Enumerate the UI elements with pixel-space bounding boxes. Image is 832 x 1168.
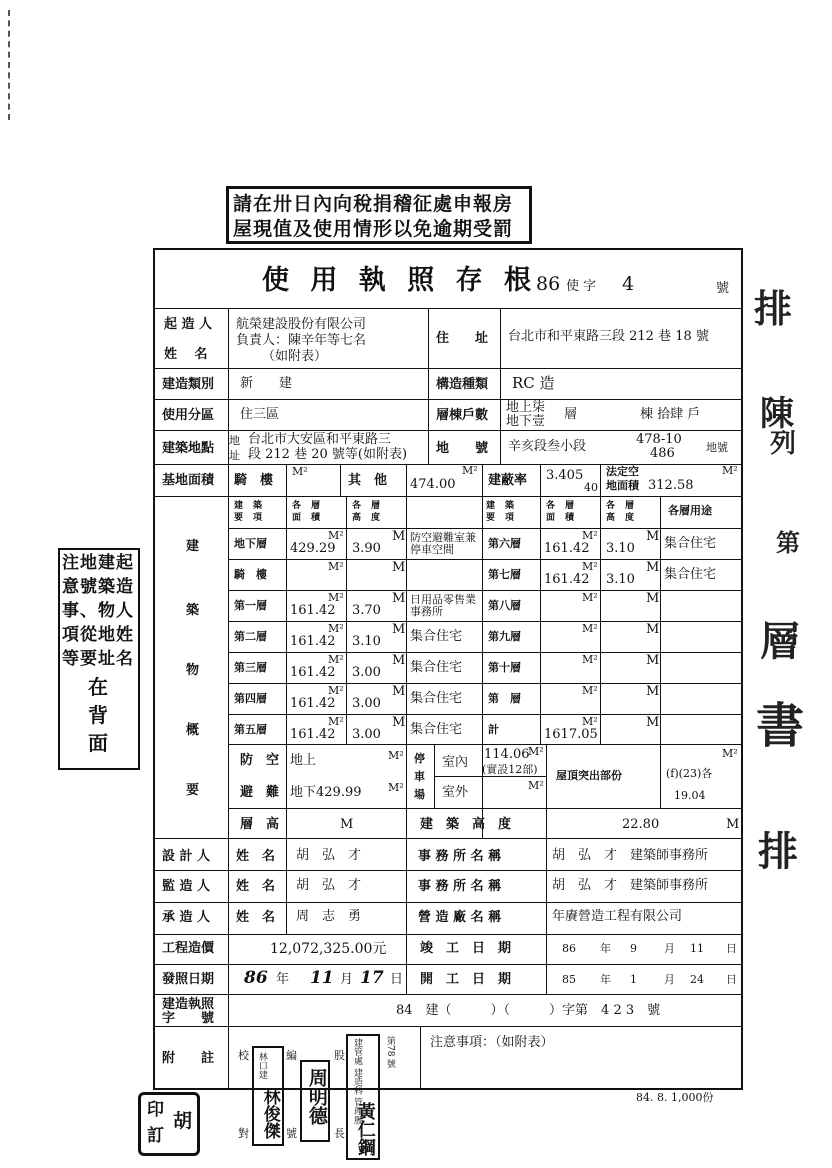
right-floor-height: 3.10 [606,541,635,556]
applicant-note: （如附表） [262,349,328,364]
contractor-firm-label: 營 造 廠 名 稱 [418,910,502,925]
done-day-char: 日 [726,942,737,955]
ratio-label: 建蔽率 [488,473,528,488]
notice-line-1: 請在卅日內向稅捐稽征處申報房 [233,193,514,215]
right-margin-char: 排 [758,828,798,875]
designer-office: 胡 弘 才 建築師事務所 [552,848,709,863]
title-suffix: 號 [716,281,730,296]
left-height-unit: M [392,622,406,637]
lot-section: 辛亥段叁小段 [508,439,587,454]
bldg-height-value: 22.80 [622,817,660,832]
parking-indoor-label: 室內 [442,755,469,770]
overview-label-char: 建 [186,539,200,554]
header-item-right: 建築要項 [486,501,525,523]
left-floor-use: 集合住宅 [410,691,463,706]
left-floor-height: 3.00 [352,696,381,711]
shelter-below-unit: M² [388,781,404,794]
side-note-line: 事、物人 [62,601,134,621]
title-year: 86 [536,273,561,295]
site-address-line-2: 段 212 巷 20 號等(如附表) [248,447,408,462]
done-year: 86 [562,942,576,955]
build-type-value: 新 建 [240,376,293,391]
right-area-unit: M² [582,622,598,635]
applicant-representative: 負責人：陳辛年等七名 [236,333,367,348]
parking-note: (實設12部) [482,763,538,776]
right-margin-char: 列 [770,429,797,459]
ratio-tail: 40 [584,481,598,494]
left-area-unit: M² [328,715,344,728]
right-margin-char: 層 [760,618,800,665]
contractor-name-label: 姓 名 [236,910,276,925]
side-note-line: 在 [88,675,108,699]
left-floor-use: 防空避難室兼停車空間 [410,531,476,556]
left-floor-area: 161.42 [290,634,336,649]
arcade-label: 騎 樓 [234,473,274,488]
floors-tail: 棟 拾肆 戶 [640,407,701,422]
right-floor-label: 第十層 [488,661,521,674]
header-height-right: 各層高度 [606,501,645,523]
parking-label: 停車場 [414,752,425,801]
done-year-char: 年 [600,942,611,955]
right-area-unit: M² [582,591,598,604]
roof-unit: M² [722,747,738,760]
site-label: 建築地點 [162,441,215,456]
remarks-note: 注意事項：（如附表） [430,1035,554,1050]
supervisor-name-label: 姓 名 [236,879,276,894]
left-floor-height: 3.00 [352,727,381,742]
left-height-unit: M [392,591,406,606]
row-divider [482,559,743,560]
start-month: 1 [630,973,637,986]
floors-above: 地上柒 [506,400,546,415]
start-day-char: 日 [726,973,737,986]
side-note-line: 項從地姓 [62,625,134,645]
other-value: 474.00 [410,477,456,492]
left-floor-area: 161.42 [290,603,336,618]
ratio-value: 3.405 [546,468,584,483]
side-note-line: 等要址名 [62,649,134,669]
layer-height-unit: M [340,817,354,832]
check-col-label: 校 [238,1049,249,1062]
parking-indoor-unit: M² [528,745,544,758]
right-area-unit: M² [582,684,598,697]
left-floor-label: 第五層 [234,723,267,736]
right-floor-area: 161.42 [544,541,590,556]
designer-office-label: 事 務 所 名 稱 [418,849,502,864]
shelter-above: 地上 [290,753,317,768]
right-floor-label: 第七層 [488,568,521,581]
editor-name: 周明德 [305,1068,328,1125]
left-area-unit: M² [328,653,344,666]
right-area-unit: M² [582,715,598,728]
start-day: 24 [690,973,704,986]
applicant-name-label: 姓 名 [164,347,208,362]
section-col-label: 股 [334,1049,345,1062]
issue-day-char: 日 [390,972,404,987]
tax-notice-stamp [226,186,532,244]
left-floor-use: 集合住宅 [410,722,463,737]
right-floor-label: 第六層 [488,537,521,550]
applicant-label: 起 造 人 [164,317,213,332]
right-floor-label: 計 [488,723,499,736]
permit-label-1: 建造執照 [162,997,215,1012]
header-area-left: 各層面積 [292,501,331,523]
left-floor-label: 地下層 [234,537,267,550]
right-height-unit: M [646,529,660,544]
other-label: 其 他 [348,473,388,488]
structure-label: 構造種類 [436,377,489,392]
lot-number-2: 486 [650,446,675,461]
left-floor-area: 161.42 [290,696,336,711]
left-floor-label: 騎 樓 [234,568,267,581]
start-date-label: 開 工 日 期 [420,972,512,987]
overview-label-char: 要 [186,783,200,798]
left-floor-height: 3.00 [352,665,381,680]
right-floor-area: 1617.05 [544,727,598,742]
site-address-line-1: 台北市大安區和平東路三 [248,432,392,447]
right-floor-label: 第八層 [488,599,521,612]
legal-area-label-2: 地面積 [606,479,639,492]
done-date-label: 竣 工 日 期 [420,941,512,956]
left-floor-label: 第二層 [234,630,267,643]
right-floor-use: 集合住宅 [664,536,717,551]
address-label: 住 址 [436,331,489,346]
chief-name: 黃仁鋼 [354,1102,376,1156]
overview-label-char: 物 [186,663,200,678]
right-margin-char: 排 [754,286,793,331]
side-note-line: 背 [88,703,108,727]
left-floor-height: 3.90 [352,541,381,556]
supervisor-label: 監 造 人 [162,879,211,894]
right-height-unit: M [646,622,660,637]
legal-area-label-1: 法定空 [606,465,639,478]
issue-day: 17 [360,968,384,988]
row-divider [228,714,482,715]
supervisor-office: 胡 弘 才 建築師事務所 [552,878,709,893]
floors-layer: 層 [564,407,578,422]
shelter-below: 地下429.99 [290,785,362,800]
left-height-unit: M [392,715,406,730]
bldg-height-unit: M [726,817,740,832]
left-floor-area: 429.29 [290,541,336,556]
lot-number-1: 478-10 [636,432,682,447]
designer-name-label: 姓 名 [236,849,276,864]
left-floor-label: 第三層 [234,661,267,674]
row-divider [482,714,743,715]
left-floor-height: 3.10 [352,634,381,649]
issue-year: 86 [244,968,268,988]
left-height-unit: M [392,653,406,668]
row-divider [482,652,743,653]
header-height-left: 各層高度 [352,501,391,523]
header-use-right: 各層用途 [668,504,712,517]
issue-date-label: 發照日期 [162,972,215,987]
right-margin-char: 第 [776,528,800,557]
structure-value: RC 造 [512,374,555,392]
left-height-unit: M [392,684,406,699]
checker-small-stamp: 林口建 [256,1052,267,1079]
overview-label-char: 概 [186,723,200,738]
designer-name: 胡 弘 才 [296,848,362,863]
layer-height-label: 層 高 [240,817,280,832]
permit-number: 84 建（ ）（ ）字第 4 2 3 號 [396,1003,661,1018]
area-label: 基地面積 [162,473,215,488]
start-year: 85 [562,973,576,986]
right-height-unit: M [646,715,660,730]
right-margin-char: 陳 [760,394,794,434]
section-col-label-2: 長 [334,1127,345,1140]
row-divider [482,590,743,591]
left-seal [138,1092,200,1156]
left-floor-use: 日用品零售業事務所 [410,593,476,618]
seal-char: 印 [147,1100,164,1120]
other-unit: M² [462,464,478,477]
right-floor-label: 第九層 [488,630,521,643]
issue-month-char: 月 [340,972,354,987]
left-height-unit: M [392,529,406,544]
supervisor-office-label: 事 務 所 名 稱 [418,879,502,894]
roof-label: 屋頂突出部份 [556,769,622,782]
floors-label: 層棟戶數 [436,408,489,423]
parking-outdoor-unit: M² [528,779,544,792]
side-note-box [58,548,140,770]
start-year-char: 年 [600,973,611,986]
left-floor-use: 集合住宅 [410,629,463,644]
right-margin-char: 書 [756,698,805,754]
done-month-char: 月 [664,942,675,955]
title-number: 4 [622,273,635,295]
shelter-above-unit: M² [388,749,404,762]
zone-label: 使用分區 [162,408,215,423]
roof-value: (f)(23)各 [666,767,713,780]
row-divider [228,652,482,653]
floors-below: 地下壹 [506,414,546,429]
row-divider [482,683,743,684]
chief-stamp [346,1034,380,1160]
title-prefix: 使 字 [566,279,597,294]
left-floor-area: 161.42 [290,727,336,742]
start-month-char: 月 [664,973,675,986]
roof-value-2: 19.04 [674,789,706,802]
row-divider [482,621,743,622]
edit-col-label: 編 [286,1049,297,1062]
right-floor-area: 161.42 [544,572,590,587]
issue-year-char: 年 [276,972,290,987]
editor-stamp [300,1060,330,1142]
scan-margin-mark [8,10,10,120]
header-area-right: 各層面積 [546,501,585,523]
shelter-label: 防 空 [240,753,280,768]
row-divider [228,590,482,591]
left-floor-area: 161.42 [290,665,336,680]
permit-label-2: 字 號 [162,1011,215,1026]
shelter-label-2: 避 難 [240,785,280,800]
chief-dept: 建管處 建造科 管理股 [352,1038,362,1125]
done-day: 11 [690,942,704,955]
right-floor-height: 3.10 [606,572,635,587]
left-floor-height: 3.70 [352,603,381,618]
row-divider [228,621,482,622]
arcade-unit: M² [292,465,308,478]
left-floor-label: 第一層 [234,599,267,612]
designer-label: 設 計 人 [162,849,211,864]
contractor-name: 周 志 勇 [296,909,362,924]
header-item-left: 建築要項 [234,501,273,523]
check-col-label-2: 對 [238,1127,249,1140]
left-area-unit: M² [328,684,344,697]
supervisor-name: 胡 弘 才 [296,878,362,893]
side-note-line: 意號築造 [62,577,134,597]
applicant-address: 台北市和平東路三段 212 巷 18 號 [508,329,709,344]
left-floor-use: 集合住宅 [410,660,463,675]
legal-area-value: 312.58 [648,478,694,493]
right-floor-use: 集合住宅 [664,567,717,582]
lot-label: 地 號 [436,441,489,456]
site-addr-label: 地址 [229,434,240,462]
side-note-line: 面 [88,731,108,755]
legal-area-unit: M² [722,464,738,477]
bldg-height-label: 建 築 高 度 [420,817,512,832]
left-area-unit: M² [328,591,344,604]
zone-value: 住三區 [240,407,280,422]
right-area-unit: M² [582,653,598,666]
build-type-label: 建造類別 [162,377,215,392]
contractor-firm: 年賡營造工程有限公司 [552,909,683,924]
issue-month: 11 [310,968,334,988]
checker-stamp [252,1046,284,1146]
checker-name: 林俊傑 [259,1088,280,1139]
done-month: 9 [630,942,637,955]
right-height-unit: M [646,591,660,606]
seal-char: 訂 [147,1126,164,1146]
right-height-unit: M [646,684,660,699]
lot-suffix: 地號 [706,441,728,454]
notice-line-2: 屋現值及使用情形以免逾期受罰 [233,218,514,240]
form-title: 使 用 執 照 存 根 [262,265,537,296]
parking-outdoor-label: 室外 [442,785,469,800]
side-note-line: 注地建起 [62,553,134,573]
cost-value: 12,072,325.00元 [270,941,387,957]
contractor-label: 承 造 人 [162,910,211,925]
edit-col-label-2: 號 [286,1127,297,1140]
right-area-unit: M² [582,529,598,542]
row-divider [228,683,482,684]
left-height-unit: M [392,560,406,575]
seal-char: 胡 [173,1110,193,1132]
print-info: 84. 8. 1,000份 [636,1091,714,1104]
left-area-unit: M² [328,529,344,542]
side-stamp-text: 第78 號 [384,1036,395,1069]
overview-label-char: 築 [186,603,200,618]
cost-label: 工程造價 [162,941,215,956]
row-divider [228,559,482,560]
right-area-unit: M² [582,560,598,573]
left-area-unit: M² [328,560,344,573]
applicant-company: 航榮建設股份有限公司 [236,317,367,332]
right-floor-label: 第 層 [488,692,521,705]
left-area-unit: M² [328,622,344,635]
remarks-label: 附 註 [162,1051,215,1066]
right-height-unit: M [646,653,660,668]
parking-indoor-value: 114.06 [484,747,530,762]
left-floor-label: 第四層 [234,692,267,705]
right-height-unit: M [646,560,660,575]
